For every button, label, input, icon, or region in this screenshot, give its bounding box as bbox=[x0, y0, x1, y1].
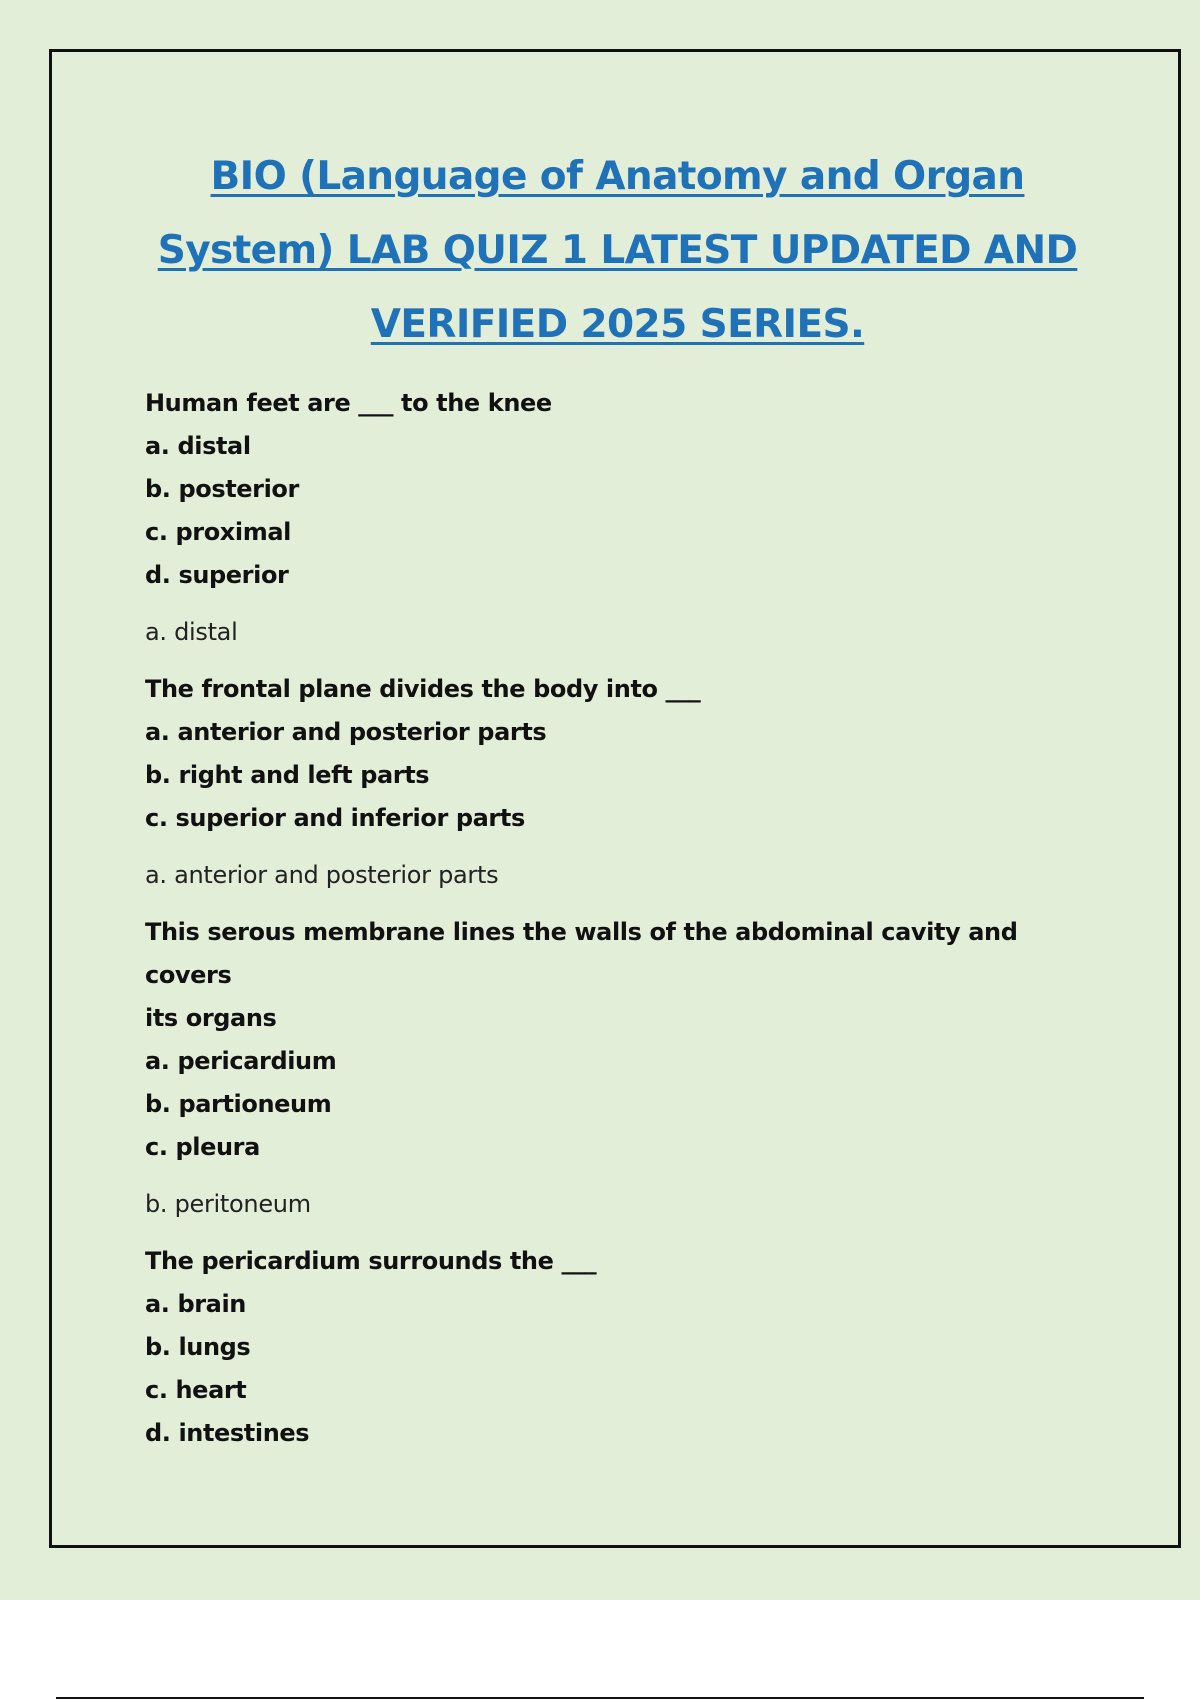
question-answer: a. anterior and posterior parts bbox=[145, 861, 499, 889]
question-block bbox=[145, 1240, 1095, 1455]
question-block bbox=[145, 382, 1095, 654]
question-option: b. right and left parts bbox=[145, 761, 430, 789]
question-option: c. proximal bbox=[145, 518, 291, 546]
question-prompt: The pericardium surrounds the ___ bbox=[145, 1247, 597, 1275]
question-prompt: Human feet are ___ to the knee bbox=[145, 389, 552, 417]
title-line: BIO (Language of Anatomy and Organ bbox=[210, 154, 1025, 199]
question-answer: a. distal bbox=[145, 618, 238, 646]
question-prompt-continued: its organs bbox=[145, 1004, 277, 1032]
quiz-content bbox=[145, 382, 1095, 1455]
title-line: System) LAB QUIZ 1 LATEST UPDATED AND bbox=[157, 228, 1078, 273]
question-option: b. lungs bbox=[145, 1333, 251, 1361]
question-option: a. pericardium bbox=[145, 1047, 337, 1075]
question-option: c. superior and inferior parts bbox=[145, 804, 525, 832]
footer-divider bbox=[56, 1697, 1144, 1699]
question-answer: b. peritoneum bbox=[145, 1190, 311, 1218]
question-option: c. pleura bbox=[145, 1133, 260, 1161]
document-title bbox=[120, 140, 1115, 362]
question-block bbox=[145, 668, 1095, 897]
title-line: VERIFIED 2025 SERIES. bbox=[370, 302, 865, 347]
question-option: a. anterior and posterior parts bbox=[145, 718, 547, 746]
question-option: b. partioneum bbox=[145, 1090, 332, 1118]
question-option: c. heart bbox=[145, 1376, 247, 1404]
question-option: d. intestines bbox=[145, 1419, 310, 1447]
question-prompt: This serous membrane lines the walls of the abdominal cavity and covers bbox=[145, 918, 1018, 989]
question-block bbox=[145, 911, 1095, 1226]
question-option: a. brain bbox=[145, 1290, 246, 1318]
question-option: d. superior bbox=[145, 561, 289, 589]
question-prompt: The frontal plane divides the body into ___ bbox=[145, 675, 701, 703]
question-option: a. distal bbox=[145, 432, 251, 460]
question-option: b. posterior bbox=[145, 475, 299, 503]
